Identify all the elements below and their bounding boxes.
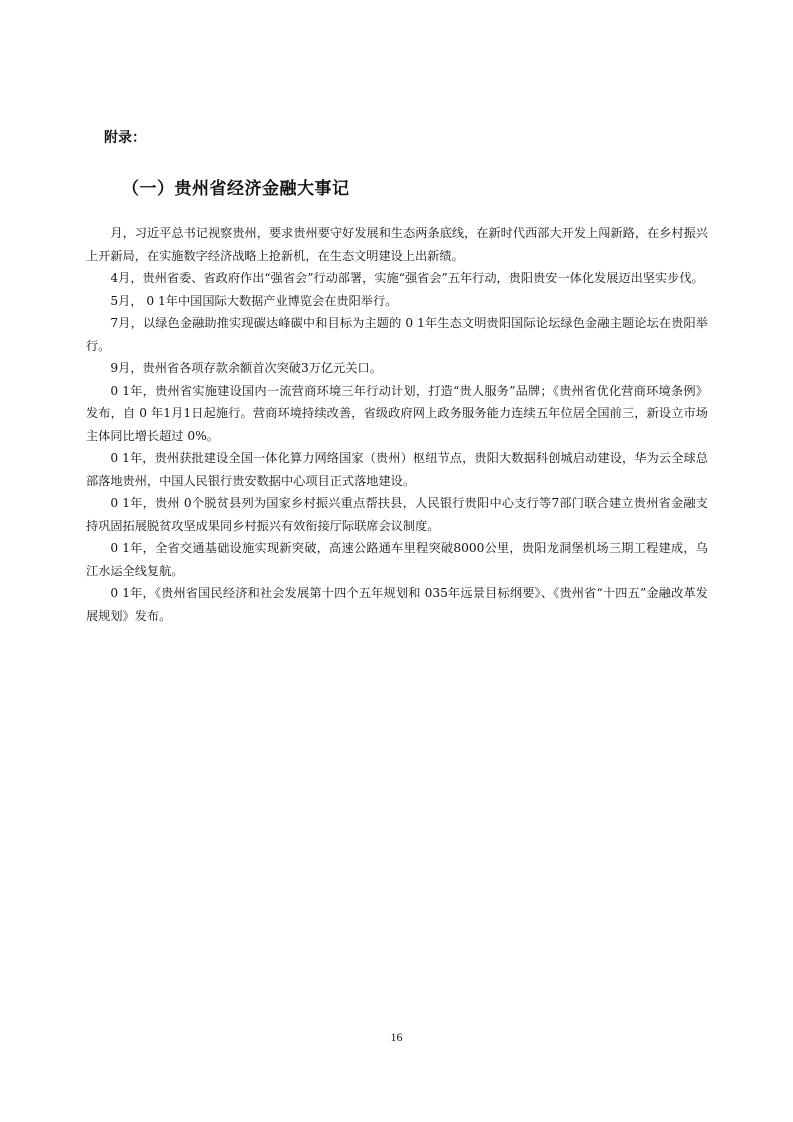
event-paragraph: 0 1年，贵州 0个脱贫县列为国家乡村振兴重点帮扶县，人民银行贵阳中心支行等7部门联合建立贵州省金融支持巩固拓展脱贫攻坚成果同乡村振兴有效衔接厅际联席会议制度。 [86,496,708,533]
event-paragraph: 4月，贵州省委、省政府作出“强省会”行动部署，实施“强省会”五年行动，贵阳贵安一体化发展迈出坚实步伐。 [110,271,704,285]
section-title: （一）贵州省经济金融大事记 [122,179,350,199]
appendix-label: 附录： [104,130,146,146]
event-paragraph: 0 1年，全省交通基础设施实现新突破，高速公路通车里程突破8000公里，贵阳龙洞堡机场三期工程建成，乌江水运全线复航。 [86,541,708,578]
event-paragraph: 月，习近平总书记视察贵州，要求贵州要守好发展和生态两条底线，在新时代西部大开发上闯新路，在乡村振兴上开新局，在实施数字经济战略上抢新机，在生态文明建设上出新绩。 [86,226,708,263]
events-list [86,222,708,627]
page-number: 16 [390,1030,403,1044]
event-paragraph: 5月， 0 1年中国国际大数据产业博览会在贵阳举行。 [110,293,398,308]
event-paragraph: 7月，以绿色金融助推实现碳达峰碳中和目标为主题的 0 1年生态文明贵阳国际论坛绿色金融主题论坛在贵阳举行。 [86,316,708,353]
event-paragraph: 0 1年，《贵州省国民经济和社会发展第十四个五年规划和 035年远景目标纲要》、《贵州省“十四五”金融改革发展规划》发布。 [86,586,708,623]
event-paragraph: 9月，贵州省各项存款余额首次突破3万亿元关口。 [110,361,382,375]
event-paragraph: 0 1年，贵州获批建设全国一体化算力网络国家（贵州）枢纽节点，贵阳大数据科创城启动建设，华为云全球总部落地贵州，中国人民银行贵安数据中心项目正式落地建设。 [86,451,708,488]
event-paragraph: 0 1年，贵州省实施建设国内一流营商环境三年行动计划，打造“贵人服务”品牌；《贵州省优化营商环境条例》发布，自 0 年1月1日起施行。营商环境持续改善，省级政府网上政务服务能力连续五年位居全国前三，新设立市场主体同比增长超过 0%。 [86,383,708,443]
